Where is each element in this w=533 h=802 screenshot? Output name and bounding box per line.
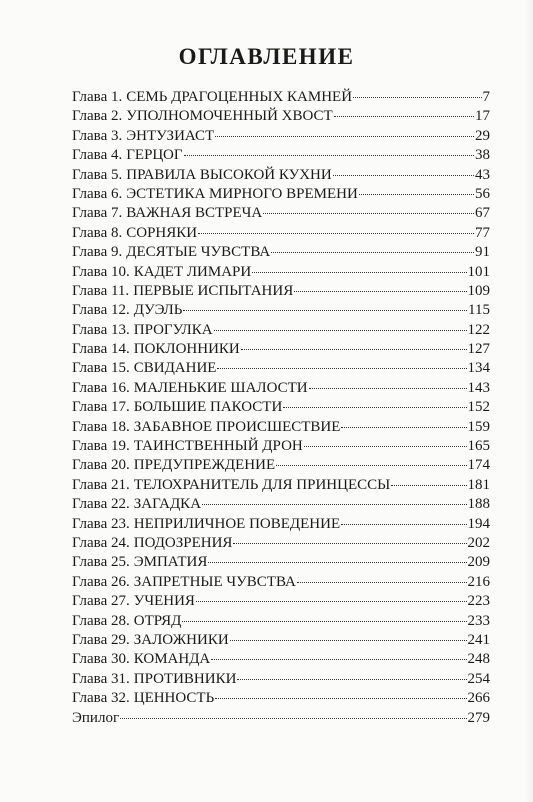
toc-entry <box>72 534 490 553</box>
page-number: 143 <box>467 379 490 396</box>
page-number: 209 <box>467 554 490 571</box>
chapter-number: Глава 5. <box>72 166 123 183</box>
chapter-number: Глава 31. <box>72 670 130 687</box>
chapter-number: Глава 28. <box>72 612 130 629</box>
dot-leader <box>208 562 466 563</box>
dot-leader <box>202 504 466 505</box>
chapter-title: СОРНЯКИ <box>126 224 198 241</box>
chapter-title: ЦЕННОСТЬ <box>133 690 215 707</box>
page-number: 7 <box>482 89 490 105</box>
dot-leader <box>214 330 467 331</box>
page-number: 194 <box>467 515 490 532</box>
chapter-number: Глава 6. <box>72 185 123 202</box>
toc-entry <box>72 476 490 495</box>
toc-entry-label <box>72 456 275 475</box>
chapter-number: Глава 18. <box>72 418 130 435</box>
toc-entry-label <box>72 437 303 456</box>
chapter-number: Глава 24. <box>72 534 130 551</box>
toc-entry-label <box>72 282 293 301</box>
page-number: 233 <box>467 612 490 629</box>
page-number: 241 <box>467 631 490 648</box>
toc-entry <box>72 224 490 243</box>
chapter-number: Глава 7. <box>72 205 123 222</box>
chapter-title: СЕМЬ ДРАГОЦЕННЫХ КАМНЕЙ <box>126 89 353 105</box>
dot-leader <box>215 698 466 699</box>
toc-entry-label <box>72 301 182 320</box>
chapter-title: ОТРЯД <box>133 612 182 629</box>
toc-entry-label <box>72 592 195 611</box>
toc-entry <box>72 359 490 378</box>
dot-leader <box>237 679 466 680</box>
toc-entry-label <box>72 650 210 669</box>
chapter-title: ЭМПАТИЯ <box>133 554 208 571</box>
chapter-number: Эпилог <box>72 709 120 726</box>
chapter-number: Глава 8. <box>72 224 123 241</box>
page-number: 254 <box>467 670 490 687</box>
chapter-number: Глава 20. <box>72 457 130 474</box>
chapter-title: СВИДАНИЕ <box>133 360 217 377</box>
dot-leader <box>276 465 466 466</box>
chapter-title: ЗАГАДКА <box>133 496 202 513</box>
chapter-number: Глава 22. <box>72 496 130 513</box>
toc-entry-label <box>72 418 340 437</box>
page-number: 174 <box>467 457 490 474</box>
dot-leader <box>341 427 466 428</box>
chapter-title: НЕПРИЛИЧНОЕ ПОВЕДЕНИЕ <box>133 515 341 532</box>
chapter-title: ТЕЛОХРАНИТЕЛЬ ДЛЯ ПРИНЦЕССЫ <box>133 476 391 493</box>
chapter-title: ЭНТУЗИАСТ <box>126 127 215 144</box>
toc-entry <box>72 689 490 708</box>
toc-entry <box>72 379 490 398</box>
chapter-number: Глава 25. <box>72 554 130 571</box>
toc-entry <box>72 709 490 728</box>
toc-entry-label <box>72 573 296 592</box>
toc-entry <box>72 263 490 282</box>
chapter-number: Глава 3. <box>72 127 123 144</box>
toc-entry <box>72 243 490 262</box>
toc-entry <box>72 592 490 611</box>
toc-entry-label <box>72 127 214 146</box>
chapter-number: Глава 15. <box>72 360 130 377</box>
page-number: 152 <box>467 399 490 416</box>
chapter-number: Глава 16. <box>72 379 130 396</box>
page-title: ОГЛАВЛЕНИЕ <box>178 44 355 69</box>
toc-entry-label <box>72 204 262 223</box>
chapter-title: ДЕСЯТЫЕ ЧУВСТВА <box>126 244 271 261</box>
toc-entry <box>72 88 490 107</box>
page-number: 101 <box>467 263 490 280</box>
dot-leader <box>211 659 466 660</box>
toc-entry-label <box>72 612 181 631</box>
chapter-title: ЗАБАВНОЕ ПРОИСШЕСТВИЕ <box>133 418 341 435</box>
page-number: 181 <box>467 476 490 493</box>
dot-leader <box>304 446 467 447</box>
toc-entry-label <box>72 515 340 534</box>
toc-entry <box>72 670 490 689</box>
chapter-title: ЗАЛОЖНИКИ <box>133 631 229 648</box>
dot-leader <box>333 175 474 176</box>
chapter-title: МАЛЕНЬКИЕ ШАЛОСТИ <box>133 379 308 396</box>
dot-leader <box>391 485 466 486</box>
page-number: 17 <box>475 108 490 125</box>
chapter-number: Глава 32. <box>72 690 130 707</box>
page-number: 279 <box>467 709 490 726</box>
dot-leader <box>182 621 466 622</box>
dot-leader <box>198 233 474 234</box>
chapter-title: ПРЕДУПРЕЖДЕНИЕ <box>133 457 276 474</box>
toc-entry <box>72 204 490 223</box>
toc-entry-label <box>72 224 197 243</box>
dot-leader <box>215 136 474 137</box>
page-number: 122 <box>467 321 490 338</box>
chapter-number: Глава 13. <box>72 321 130 338</box>
toc-entry <box>72 398 490 417</box>
toc-entry-label <box>72 263 251 282</box>
chapter-number: Глава 27. <box>72 593 130 610</box>
toc-entry <box>72 418 490 437</box>
dot-leader <box>309 388 467 389</box>
dot-leader <box>353 97 481 98</box>
dot-leader <box>359 194 474 195</box>
chapter-title: КАДЕТ ЛИМАРИ <box>133 263 252 280</box>
toc-entry <box>72 321 490 340</box>
toc-entry-label <box>72 495 201 514</box>
dot-leader <box>341 524 466 525</box>
page-number: 248 <box>467 651 490 668</box>
chapter-number: Глава 14. <box>72 341 130 358</box>
toc-entry <box>72 185 490 204</box>
dot-leader <box>252 272 466 273</box>
chapter-title: ПОКЛОННИКИ <box>133 341 240 358</box>
dot-leader <box>120 718 466 719</box>
chapter-title: ПОДОЗРЕНИЯ <box>133 534 233 551</box>
chapter-title: ПРОТИВНИКИ <box>133 670 237 687</box>
toc-entry <box>72 282 490 301</box>
toc-entry <box>72 495 490 514</box>
chapter-title: УЧЕНИЯ <box>133 593 195 610</box>
chapter-number: Глава 10. <box>72 263 130 280</box>
chapter-number: Глава 29. <box>72 631 130 648</box>
page-number: 159 <box>467 418 490 435</box>
page-number: 109 <box>467 282 490 299</box>
page-number: 165 <box>467 438 490 455</box>
page-number: 67 <box>475 205 490 222</box>
toc-entry <box>72 612 490 631</box>
page-number: 266 <box>467 690 490 707</box>
chapter-title: ТАИНСТВЕННЫЙ ДРОН <box>133 438 303 455</box>
page-number: 38 <box>475 147 490 164</box>
toc-entry-label <box>72 321 213 340</box>
toc-entry <box>72 146 490 165</box>
dot-leader <box>283 407 466 408</box>
page-number: 202 <box>467 534 490 551</box>
dot-leader <box>233 543 466 544</box>
chapter-number: Глава 17. <box>72 399 130 416</box>
chapter-number: Глава 21. <box>72 476 130 493</box>
toc-entry-label <box>72 534 232 553</box>
dot-leader <box>271 252 474 253</box>
toc-entry <box>72 340 490 359</box>
chapter-title: ПРОГУЛКА <box>133 321 213 338</box>
chapter-number: Глава 30. <box>72 651 130 668</box>
toc-entry-label <box>72 553 207 572</box>
dot-leader <box>184 155 474 156</box>
chapter-title: ЗАПРЕТНЫЕ ЧУВСТВА <box>133 573 296 590</box>
chapter-number: Глава 9. <box>72 244 123 261</box>
toc-entry-label <box>72 146 183 165</box>
chapter-number: Глава 1. <box>72 89 123 105</box>
chapter-title: УПОЛНОМОЧЕННЫЙ ХВОСТ <box>126 108 333 125</box>
chapter-title: КОМАНДА <box>133 651 211 668</box>
page-number: 223 <box>467 593 490 610</box>
toc-entry <box>72 631 490 650</box>
page-number: 91 <box>475 244 490 261</box>
dot-leader <box>334 116 474 117</box>
toc-entry <box>72 166 490 185</box>
page-number: 77 <box>475 224 490 241</box>
toc-entry <box>72 456 490 475</box>
toc-entry-label <box>72 166 332 185</box>
toc-entry <box>72 127 490 146</box>
toc-entry-label <box>72 88 352 107</box>
toc-entry-label <box>72 243 270 262</box>
toc-entry <box>72 107 490 126</box>
toc-entry <box>72 301 490 320</box>
toc-entry-label <box>72 631 229 650</box>
chapter-number: Глава 23. <box>72 515 130 532</box>
dot-leader <box>263 213 474 214</box>
toc-entry-label <box>72 689 214 708</box>
chapter-title: ВАЖНАЯ ВСТРЕЧА <box>126 205 263 222</box>
chapter-title: ДУЭЛЬ <box>133 302 183 319</box>
page-number: 29 <box>475 127 490 144</box>
toc-entry-label <box>72 398 282 417</box>
page-number: 127 <box>467 341 490 358</box>
dot-leader <box>294 291 466 292</box>
toc-entry <box>72 437 490 456</box>
chapter-number: Глава 4. <box>72 147 123 164</box>
toc-entry-label <box>72 476 390 495</box>
page-number: 56 <box>475 185 490 202</box>
toc-entry-label <box>72 340 240 359</box>
chapter-title: ГЕРЦОГ <box>126 147 183 164</box>
page-number: 188 <box>467 496 490 513</box>
toc-entry <box>72 553 490 572</box>
dot-leader <box>183 310 467 311</box>
table-of-contents <box>72 88 490 728</box>
chapter-title: БОЛЬШИЕ ПАКОСТИ <box>133 399 283 416</box>
toc-entry <box>72 573 490 592</box>
page-number: 115 <box>468 302 490 319</box>
toc-entry <box>72 650 490 669</box>
chapter-title: ПРАВИЛА ВЫСОКОЙ КУХНИ <box>126 166 332 183</box>
page-number: 43 <box>475 166 490 183</box>
chapter-number: Глава 11. <box>72 282 130 299</box>
dot-leader <box>230 640 467 641</box>
toc-entry-label <box>72 359 216 378</box>
dot-leader <box>196 601 467 602</box>
chapter-number: Глава 2. <box>72 108 123 125</box>
page-edge-shadow <box>525 0 533 802</box>
chapter-title: ЭСТЕТИКА МИРНОГО ВРЕМЕНИ <box>126 185 358 202</box>
toc-entry-label <box>72 709 119 728</box>
toc-entry <box>72 515 490 534</box>
chapter-number: Глава 12. <box>72 302 130 319</box>
dot-leader <box>297 582 467 583</box>
dot-leader <box>217 368 466 369</box>
toc-entry-label <box>72 185 358 204</box>
toc-entry-label <box>72 379 308 398</box>
toc-entry-label <box>72 670 236 689</box>
chapter-number: Глава 19. <box>72 438 130 455</box>
dot-leader <box>241 349 467 350</box>
toc-entry-label <box>72 107 333 126</box>
page-number: 216 <box>467 573 490 590</box>
chapter-title: ПЕРВЫЕ ИСПЫТАНИЯ <box>133 282 294 299</box>
chapter-number: Глава 26. <box>72 573 130 590</box>
page-number: 134 <box>467 360 490 377</box>
